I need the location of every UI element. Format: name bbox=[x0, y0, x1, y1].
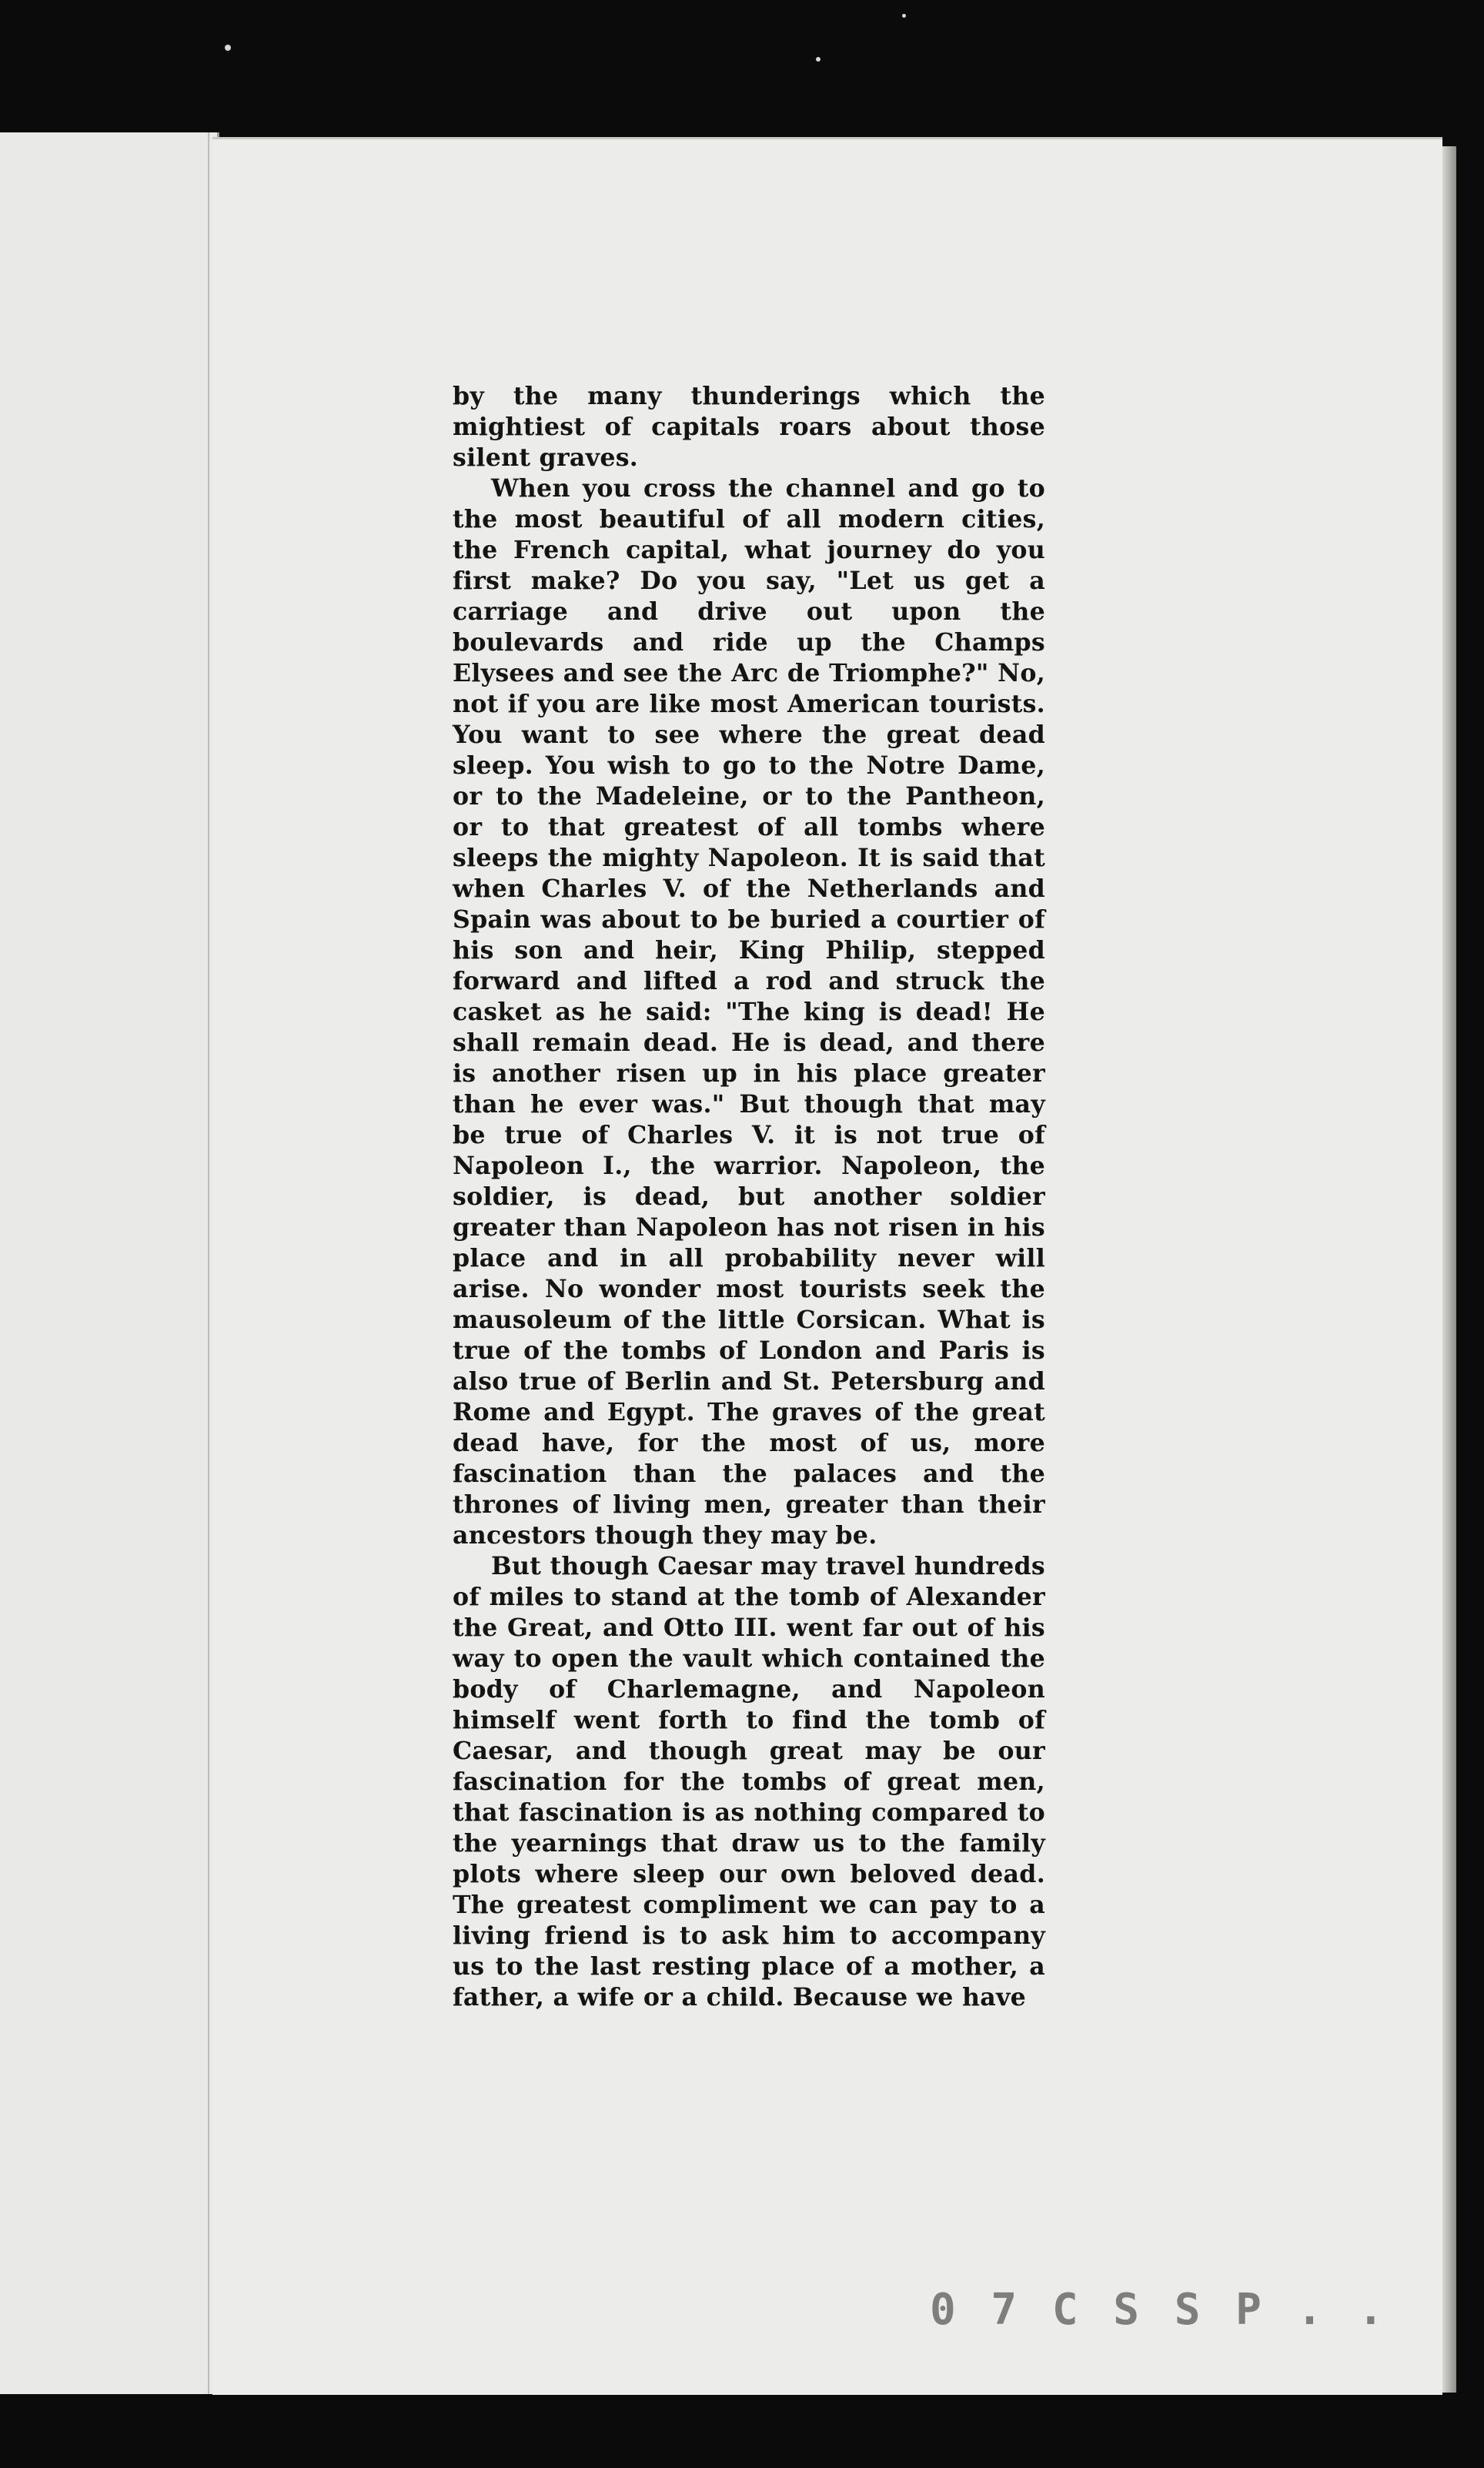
dust-speck bbox=[225, 45, 231, 51]
paragraph: by the many thunderings which the mightiest of capitals roars about those silent graves. bbox=[453, 382, 1045, 472]
paragraph: When you cross the channel and go to the most beautiful of all modern cities, the French capital, what journey do you first make? Do you say, "Let us get a carriage and drive out upon the boulevards and ride up the Champs Elysees and see the Arc de Triomphe?" No, not if you are like most American tourists. You want to see where the great dead sleep. You wish to go to the Notre Dame, or to the Madeleine, or to the Pantheon, or to that greatest of all tombs where sleeps the mighty Napoleon. It is said that when Charles V. of the Netherlands and Spain was about to be buried a courtier of his son and heir, King Philip, stepped forward and lifted a rod and struck the casket as he said: "The king is dead! He shall remain dead. He is dead, and there is another risen up in his place greater than he ever was." But though that may be true of Charles V. it is not true of Napoleon I., the warrior. Napoleon, the soldier, is dead, but another soldier greater than Napoleon has not risen in his place and in all probability never will arise. No wonder most tourists seek the mausoleum of the little Corsican. What is true of the tombs of London and Paris is also true of Berlin and St. Petersburg and Rome and Egypt. The graves of the great dead have, for the most of us, more fascination than the palaces and the thrones of living men, greater than their ancestors though they may be. bbox=[453, 474, 1045, 1550]
archive-stamp: 0 7 C S S P . . bbox=[930, 2285, 1389, 2335]
page-edge-shadow bbox=[1442, 146, 1456, 2393]
paragraph: But though Caesar may travel hundreds of miles to stand at the tomb of Alexander the Great, and Otto III. went far out of his way to open the vault which contained the body of Charlemagne, and Napoleon himself went forth to find the tomb of Caesar, and though great may be our fascination for the tombs of great men, that fascination is as nothing compared to the yearnings that draw us to the family plots where sleep our own beloved dead. The greatest compliment we can pay to a living friend is to ask him to accompany us to the last resting place of a mother, a father, a wife or a child. Because we have bbox=[453, 1552, 1045, 2012]
text-column bbox=[453, 381, 1045, 2013]
dust-speck bbox=[816, 57, 821, 62]
dust-speck bbox=[902, 14, 906, 18]
left-page-margin bbox=[0, 132, 219, 2394]
